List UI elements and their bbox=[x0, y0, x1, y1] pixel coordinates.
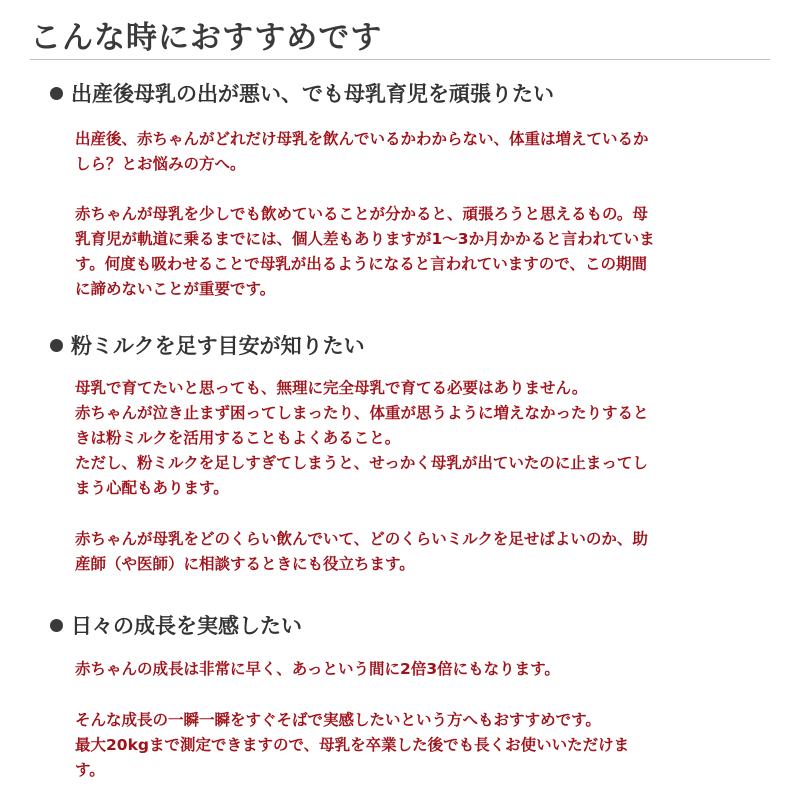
page-title: こんな時におすすめです bbox=[30, 20, 383, 56]
section-heading-text: 出産後母乳の出が悪い、でも母乳育児を頑張りたい bbox=[71, 82, 554, 106]
section-paragraph: 出産後、赤ちゃんがどれだけ母乳を飲んでいるかわからない、体重は増えているか しら？とお悩みの方へ。 bbox=[75, 130, 649, 173]
section-heading-text: 日々の成長を実感したい bbox=[71, 614, 302, 638]
section-paragraph: そんな成長の一瞬一瞬をすぐそばで実感したいという方へもおすすめです。 最大20kgまで測定できますので、母乳を卒業した後でも長くお使いいただけま す。 bbox=[75, 711, 630, 779]
title-divider bbox=[30, 59, 770, 60]
section-heading-formula bbox=[50, 330, 365, 360]
section-paragraph: 母乳で育てたいと思っても、無理に完全母乳で育てる必要はありません。 赤ちゃんが泣き止まず困ってしまったり、体重が思うように増えなかったりすると きは粉ミルクを活用することもよくあること。 ただし、粉ミルクを足しすぎてしまうと、せっかく母乳が出ていたのに止まってし まう心配もあります。 bbox=[75, 379, 649, 497]
section-paragraph: 赤ちゃんが母乳をどのくらい飲んでいて、どのくらいミルクを足せばよいのか、助 産師（や医師）に相談するときにも役立ちます。 bbox=[75, 530, 648, 573]
section-heading-text: 粉ミルクを足す目安が知りたい bbox=[71, 334, 365, 358]
section-paragraph: 赤ちゃんが母乳を少しでも飲めていることが分かると、頑張ろうと思えるもの。母 乳育児が軌道に乗るまでには、個人差もありますが1～3か月かかると言われていま す。何度も吸わせることで母乳が出るようになると言われていますので、この期間 に諦めないことが重要です。 bbox=[75, 205, 655, 298]
bullet-icon bbox=[50, 87, 63, 100]
section-heading-growth bbox=[50, 610, 302, 640]
section-paragraph: 赤ちゃんの成長は非常に早く、あっという間に2倍3倍にもなります。 bbox=[75, 660, 560, 678]
bullet-icon bbox=[50, 339, 63, 352]
section-heading-breastfeeding bbox=[50, 78, 554, 108]
bullet-icon bbox=[50, 619, 63, 632]
